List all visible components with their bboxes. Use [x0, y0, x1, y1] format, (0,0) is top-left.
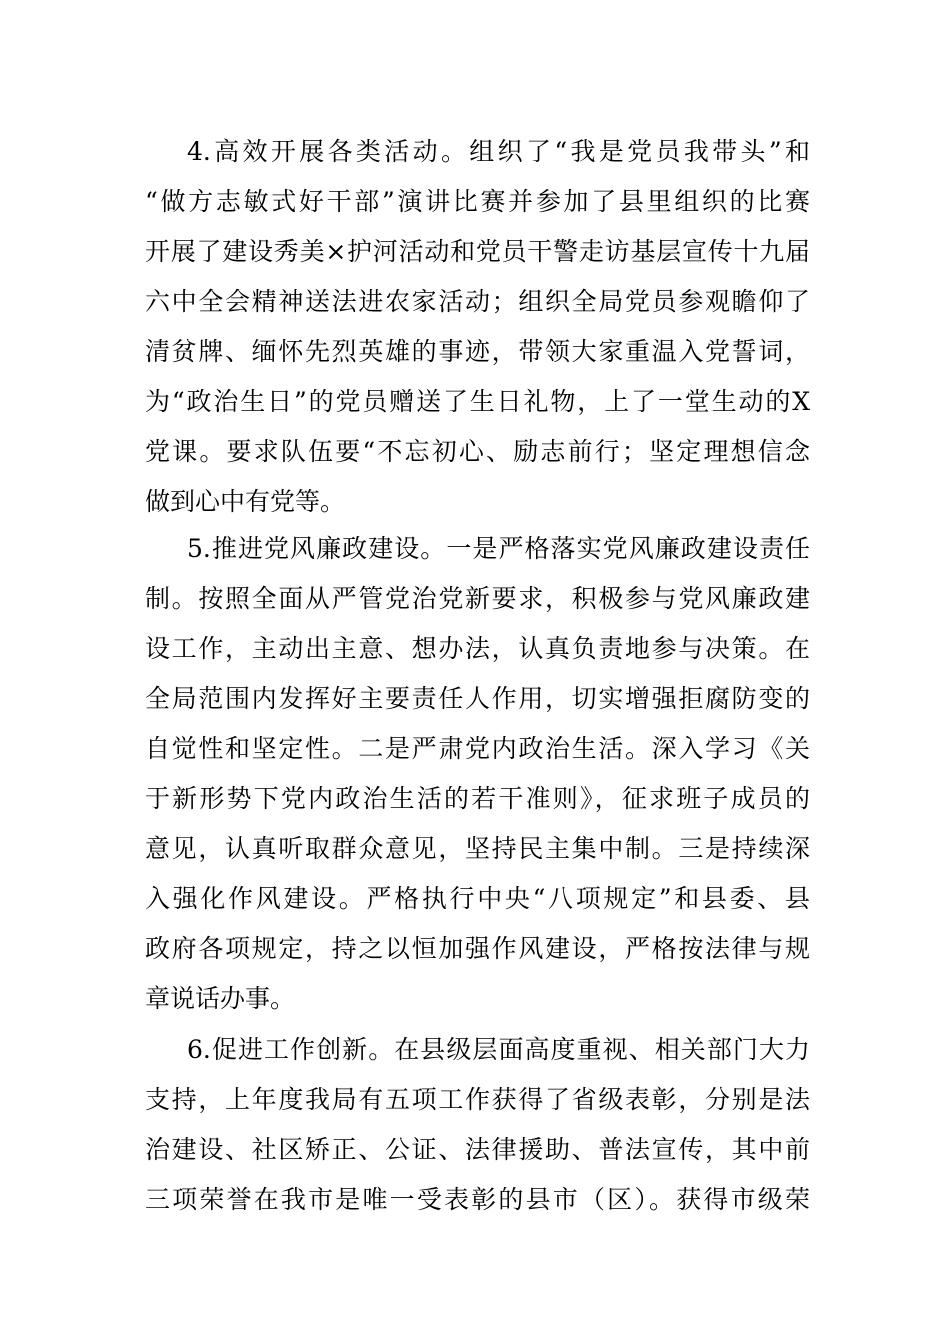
- paragraph-6: [145, 1025, 810, 1225]
- text-line: 支持，上年度我局有五项工作获得了省级表彰，分别是法: [145, 1085, 810, 1114]
- text-line: 4.高效开展各类活动。组织了“我是党员我带头”和: [187, 137, 810, 166]
- text-line: 做到心中有党等。: [145, 487, 346, 516]
- text-line: 开展了建设秀美×护河活动和党员干警走访基层宣传十九届: [145, 237, 810, 266]
- text-line: 意见，认真听取群众意见，坚持民主集中制。三是持续深: [145, 834, 810, 863]
- text-line: 为“政治生日”的党员赠送了生日礼物，上了一堂生动的X: [145, 387, 810, 416]
- text-line: 治建设、社区矫正、公证、法律援助、普法宣传，其中前: [145, 1135, 810, 1164]
- text-line: 于新形势下党内政治生活的若干准则》，征求班子成员的: [145, 784, 810, 813]
- text-line: 党课。要求队伍要“不忘初心、励志前行；坚定理想信念: [145, 437, 810, 466]
- paragraph-5: [145, 524, 810, 1024]
- text-line: 设工作，主动出主意、想办法，认真负责地参与决策。在: [145, 634, 810, 663]
- text-line: 三项荣誉在我市是唯一受表彰的县市（区）。获得市级荣: [145, 1185, 810, 1214]
- text-line: 政府各项规定，持之以恒加强作风建设，严格按法律与规: [145, 934, 810, 963]
- text-line: 5.推进党风廉政建设。一是严格落实党风廉政建设责任: [187, 534, 810, 563]
- text-line: 自觉性和坚定性。二是严肃党内政治生活。深入学习《关: [145, 734, 810, 763]
- text-line: 清贫牌、缅怀先烈英雄的事迹，带领大家重温入党誓词，: [145, 337, 810, 366]
- text-line: 入强化作风建设。严格执行中央“八项规定”和县委、县: [145, 884, 810, 913]
- text-line: “做方志敏式好干部”演讲比赛并参加了县里组织的比赛: [145, 187, 810, 216]
- text-line: 6.促进工作创新。在县级层面高度重视、相关部门大力: [187, 1035, 810, 1064]
- text-line: 制。按照全面从严管党治党新要求，积极参与党风廉政建: [145, 584, 810, 613]
- paragraph-4: [145, 127, 810, 527]
- text-line: 六中全会精神送法进农家活动；组织全局党员参观瞻仰了: [145, 287, 810, 316]
- text-line: 全局范围内发挥好主要责任人作用，切实增强拒腐防变的: [145, 684, 810, 713]
- text-line: 章说话办事。: [145, 984, 296, 1013]
